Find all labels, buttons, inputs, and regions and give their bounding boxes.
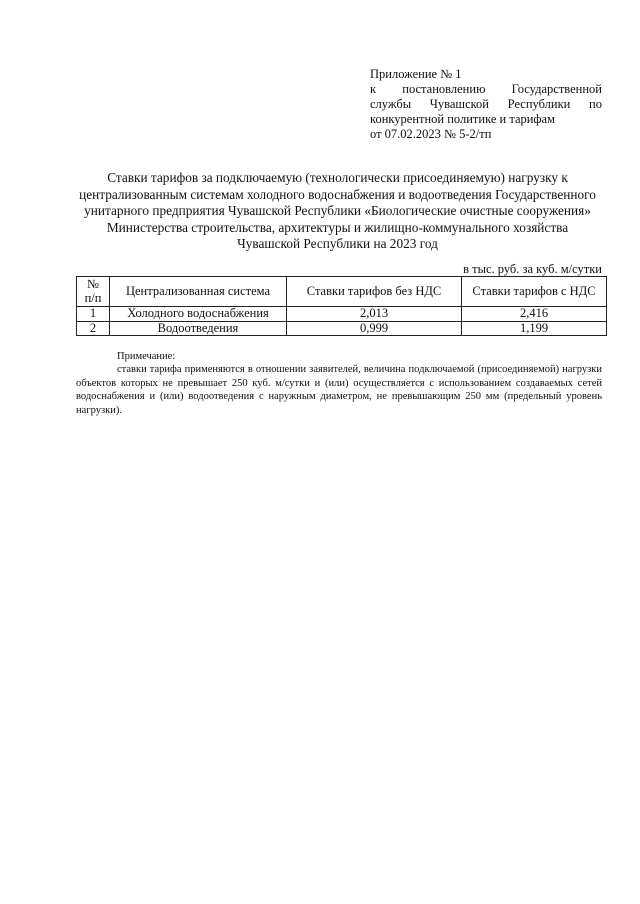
row-system: Холодного водоснабжения [110, 307, 287, 322]
units-label: в тыс. руб. за куб. м/сутки [463, 262, 602, 276]
note-title: Примечание: [117, 351, 176, 362]
title-line: Чувашской Республики на 2023 год [237, 236, 438, 251]
appendix-reference: к постановлению Государственной [370, 82, 602, 96]
header-number-symbol: № [87, 277, 99, 291]
appendix-header [370, 67, 602, 142]
appendix-authority: службы Чувашской Республики по [370, 97, 602, 111]
appendix-date: от 07.02.2023 № 5-2/тп [370, 127, 492, 141]
row-with-vat: 1,199 [462, 321, 607, 336]
table-row [77, 321, 607, 336]
table-header-row [77, 277, 607, 307]
document-title [70, 170, 605, 253]
row-with-vat: 2,416 [462, 307, 607, 322]
table-row [77, 307, 607, 322]
header-number-abbr: п/п [84, 290, 102, 305]
header-system: Централизованная система [110, 277, 287, 307]
note-text: ставки тарифа применяются в отношении заявителей, величина подключаемой (присоединяемой) нагрузки объектов которых не превышает 250 куб. м/сутки и (или) осуществляется с использованием создаваемых сетей водоснабжения и (или) водоотведения с наружным диаметром, не превышающим 250 мм (предельный уровень нагрузки). [76, 364, 602, 416]
header-with-vat: Ставки тарифов с НДС [462, 277, 607, 307]
title-line: унитарного предприятия Чувашской Республики «Биологические очистные сооружения» [84, 203, 591, 218]
tariffs-table [76, 276, 607, 336]
title-line: Ставки тарифов за подключаемую (технологически присоединяемую) нагрузку к [107, 170, 568, 185]
row-system: Водоотведения [110, 321, 287, 336]
appendix-number: Приложение № 1 [370, 67, 462, 81]
row-number: 2 [77, 321, 110, 336]
row-number: 1 [77, 307, 110, 322]
row-without-vat: 0,999 [287, 321, 462, 336]
appendix-authority-cont: конкурентной политике и тарифам [370, 112, 555, 126]
title-line: Министерства строительства, архитектуры и жилищно-коммунального хозяйства [106, 219, 569, 235]
header-without-vat: Ставки тарифов без НДС [287, 277, 462, 307]
title-line: централизованным системам холодного водоснабжения и водоотведения Государственного [79, 186, 596, 202]
row-without-vat: 2,013 [287, 307, 462, 322]
header-number [77, 277, 110, 307]
